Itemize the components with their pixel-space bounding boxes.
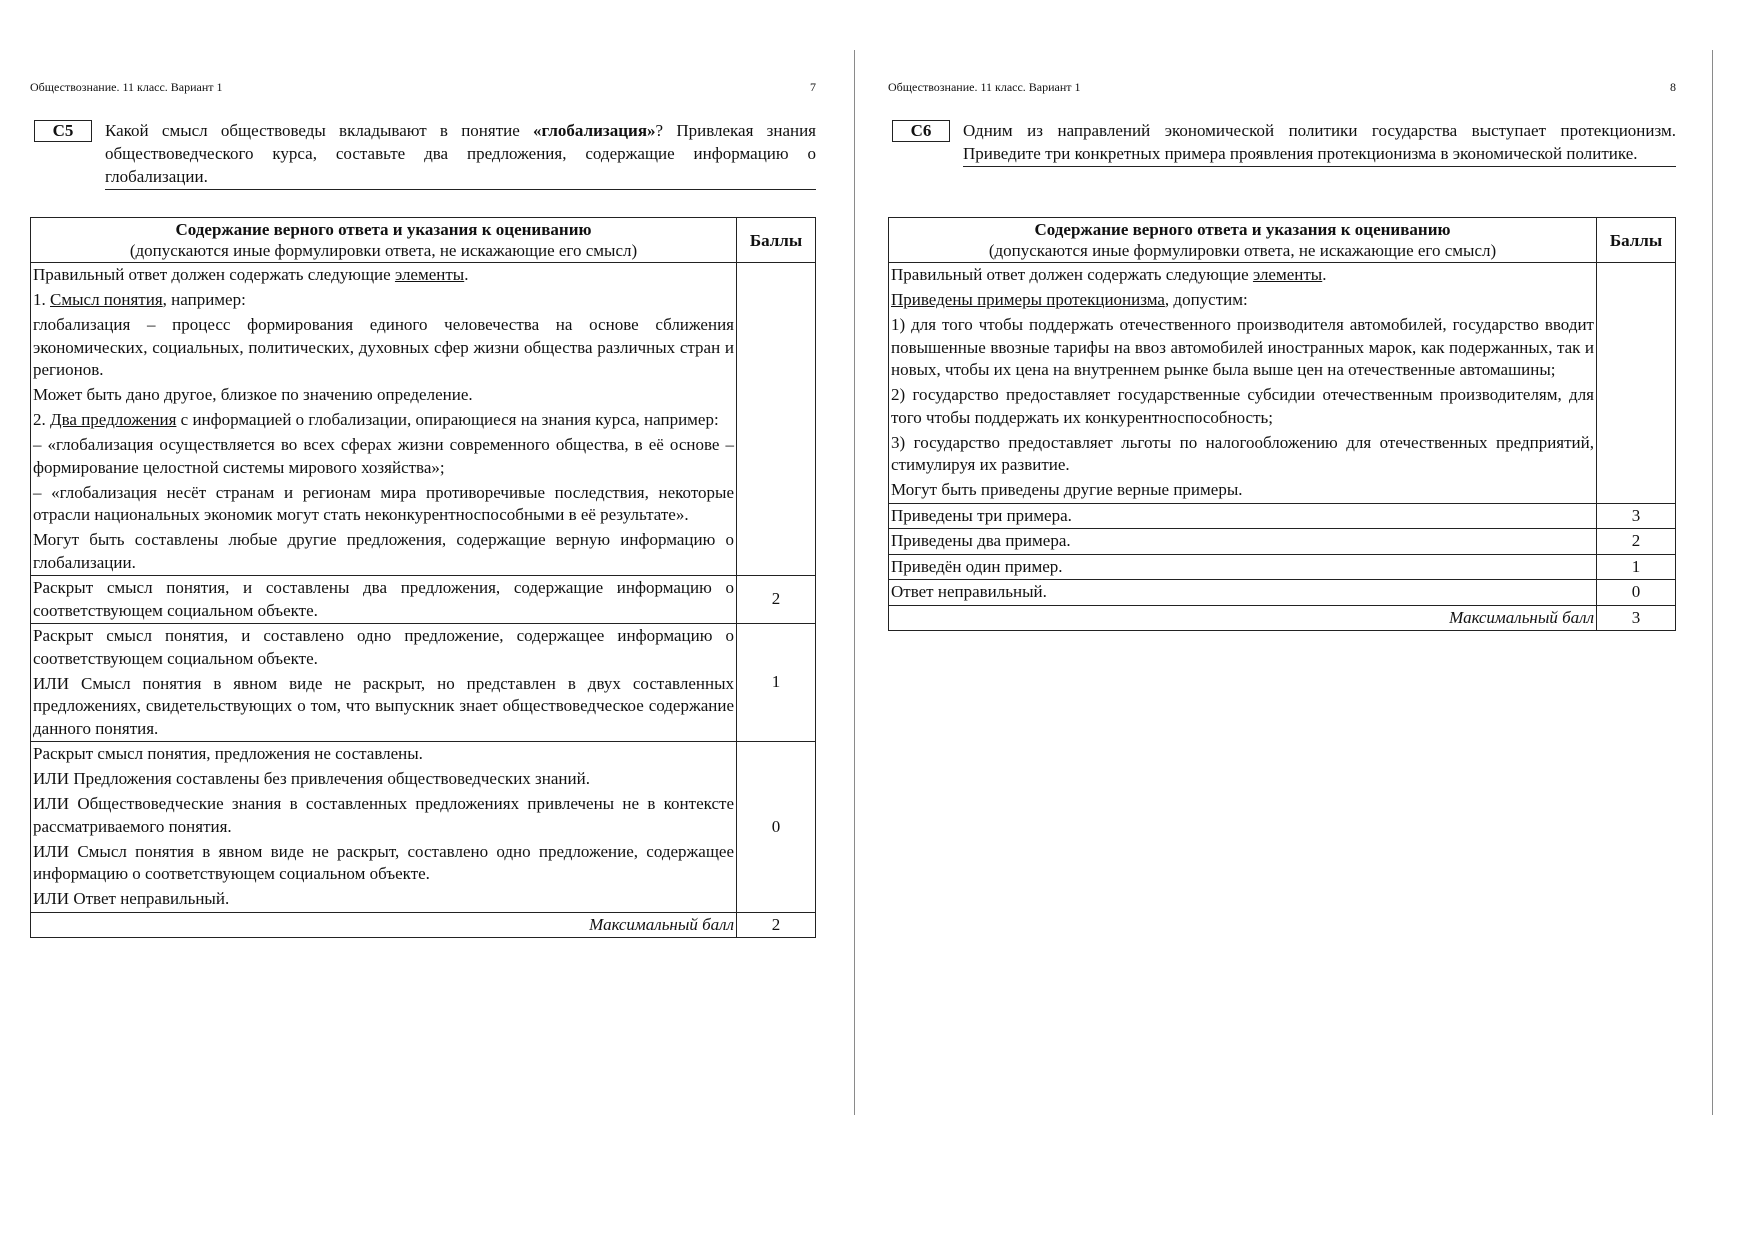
criteria-cell: [31, 742, 737, 913]
task-question: [105, 119, 816, 190]
page-number: 8: [1670, 80, 1676, 94]
task-c6: [888, 116, 1676, 192]
criteria-line: Раскрыт смысл понятия, предложения не составлены.: [33, 744, 423, 763]
score-cell: 0: [1597, 580, 1676, 606]
sentence-note: Могут быть составлены любые другие предложения, содержащие верную информацию о глобализации.: [33, 530, 734, 572]
score-cell: 2: [1597, 529, 1676, 555]
question-text-end: ? Привлекая знания обществоведческого курса, составьте два предложения, содержащие информацию о глобализации.: [105, 121, 817, 186]
criteria-line: ИЛИ Смысл понятия в явном виде не раскрыт, составлено одно предложение, содержащее информацию о соответствующем социальном объекте.: [33, 841, 734, 883]
element-2-underlined: Два предложения: [50, 410, 177, 429]
question-text-start: Какой смысл обществоведы вкладывают в понятие: [105, 121, 534, 140]
intro-underlined: элементы: [394, 265, 465, 284]
intro-line: [33, 264, 734, 287]
page-divider-line: [854, 50, 855, 1115]
answer-score-cell: [737, 263, 816, 576]
intro-text: Правильный ответ должен содержать следующие: [891, 265, 1253, 284]
max-score-label: Максимальный балл: [31, 912, 737, 938]
task-c5: [30, 116, 816, 192]
element-1-number: 1.: [33, 290, 50, 309]
example-3: 3) государство предоставляет льготы по налогообложению для отечественных предприятий, стимулируя их развитие.: [891, 432, 1594, 474]
criteria-cell: Приведены три примера.: [889, 503, 1597, 529]
score-cell: 2: [737, 576, 816, 624]
criteria-cell: Приведён один пример.: [889, 554, 1597, 580]
criteria-line: ИЛИ Ответ неправильный.: [33, 889, 230, 908]
element-1-underlined: Смысл понятия: [50, 290, 163, 309]
header-title: Содержание верного ответа и указания к оцениванию: [1034, 220, 1451, 239]
score-cell: 0: [737, 742, 816, 913]
answer-score-cell: [1597, 263, 1676, 504]
element-1-heading: [33, 289, 734, 312]
criteria-line: ИЛИ Смысл понятия в явном виде не раскрыт, но представлен в двух составленных предложениях, свидетельствующих о том, что выпускник знает обществоведческое содержание данного понятия.: [33, 673, 734, 738]
element-2-rest: с информацией о глобализации, опирающиеся на знания курса, например:: [176, 410, 719, 429]
task-id-box: С5: [34, 120, 92, 142]
definition-note: Может быть дано другое, близкое по значению определение.: [33, 385, 473, 404]
criteria-line: Раскрыт смысл понятия, и составлено одно предложение, содержащее информацию о соответствующем социальном объекте.: [33, 626, 734, 668]
definition-paragraph: глобализация – процесс формирования единого человечества на основе сближения экономических, социальных, политических, духовных сфер жизни общества различных стран и регионов.: [33, 315, 734, 379]
criteria-row: [31, 624, 816, 742]
rubric-table: [30, 217, 816, 938]
task-id-box: С6: [892, 120, 950, 142]
page-7: [30, 0, 816, 1239]
criteria-cell: [31, 624, 737, 742]
example-2: 2) государство предоставляет государственные субсидии отечественным производителям, для того чтобы поддержать их конкурентноспособность;: [891, 385, 1594, 427]
examples-note: Могут быть приведены другие верные примеры.: [891, 480, 1243, 499]
criteria-row: [31, 576, 816, 624]
example-1: 1) для того чтобы поддержать отечественного производителя автомобилей, государство вводит повышенные ввозные тарифы на ввоз автомобилей иностранных марок, как подержанных, так и новых, чтобы их цена на внутреннем рынке была выше цен на отечественные автомашины;: [891, 315, 1594, 379]
sentence-example-1: – «глобализация осуществляется во всех сферах жизни современного общества, в её основе – формирование целостной системы мирового хозяйства»;: [33, 435, 734, 477]
element-1-rest: , например:: [162, 290, 246, 309]
max-score-value: 3: [1597, 605, 1676, 631]
element-2-heading: [33, 409, 734, 432]
answer-content-row: [889, 263, 1676, 504]
score-cell: 1: [1597, 554, 1676, 580]
max-score-label: Максимальный балл: [889, 605, 1597, 631]
answer-content-cell: [31, 263, 737, 576]
criteria-cell: [31, 576, 737, 624]
element-2-number: 2.: [33, 410, 50, 429]
criteria-cell: Ответ неправильный.: [889, 580, 1597, 606]
header-subtitle: (допускаются иные формулировки ответа, не искажающие его смысл): [129, 241, 638, 260]
criteria-cell: Приведены два примера.: [889, 529, 1597, 555]
examples-underlined: Приведены примеры протекционизма: [891, 290, 1165, 309]
answer-content-row: [31, 263, 816, 576]
header-title: Обществознание. 11 класс. Вариант 1: [30, 80, 223, 94]
intro-underlined: элементы: [1252, 265, 1323, 284]
examples-heading: [891, 289, 1594, 312]
page-header: [888, 80, 1676, 95]
criteria-row: [889, 580, 1676, 606]
intro-end: .: [464, 265, 469, 284]
page-8: [888, 0, 1676, 1239]
max-score-row: [889, 605, 1676, 631]
table-header-row: [889, 218, 1676, 263]
header-subtitle: (допускаются иные формулировки ответа, не искажающие его смысл): [988, 241, 1497, 260]
answer-content-cell: [889, 263, 1597, 504]
criteria-row: [31, 742, 816, 913]
rubric-table: [888, 217, 1676, 631]
header-content-cell: [889, 218, 1597, 263]
intro-text: Правильный ответ должен содержать следующие: [33, 265, 395, 284]
header-content-cell: [31, 218, 737, 263]
max-score-value: 2: [737, 912, 816, 938]
page-right-edge-line: [1712, 50, 1713, 1115]
examples-rest: , допустим:: [1164, 290, 1248, 309]
header-score-cell: Баллы: [1597, 218, 1676, 263]
criteria-line: ИЛИ Обществоведческие знания в составленных предложениях привлечены не в контексте рассматриваемого понятия.: [33, 794, 734, 836]
criteria-row: [889, 529, 1676, 555]
max-score-row: [31, 912, 816, 938]
criteria-row: [889, 554, 1676, 580]
table-header-row: [31, 218, 816, 263]
sentence-example-2: – «глобализация несёт странам и регионам мира противоречивые последствия, некоторые отрасли национальных экономик могут стать неконкурентноспособными в её результате».: [33, 482, 734, 524]
intro-line: [891, 264, 1594, 287]
page-number: 7: [810, 80, 816, 94]
criteria-line: ИЛИ Предложения составлены без привлечения обществоведческих знаний.: [33, 769, 590, 788]
criteria-row: [889, 503, 1676, 529]
page-header: [30, 80, 816, 95]
header-score-cell: Баллы: [737, 218, 816, 263]
score-cell: 3: [1597, 503, 1676, 529]
header-title: Содержание верного ответа и указания к оцениванию: [175, 220, 592, 239]
score-cell: 1: [737, 624, 816, 742]
intro-end: .: [1322, 265, 1327, 284]
task-question: Одним из направлений экономической политики государства выступает протекционизм. Приведите три конкретных примера проявления протекционизма в экономической политике.: [963, 119, 1676, 167]
criteria-line: Раскрыт смысл понятия, и составлены два предложения, содержащие информацию о соответствующем социальном объекте.: [33, 578, 734, 620]
header-title: Обществознание. 11 класс. Вариант 1: [888, 80, 1081, 94]
question-term: «глобализация»: [533, 121, 656, 140]
